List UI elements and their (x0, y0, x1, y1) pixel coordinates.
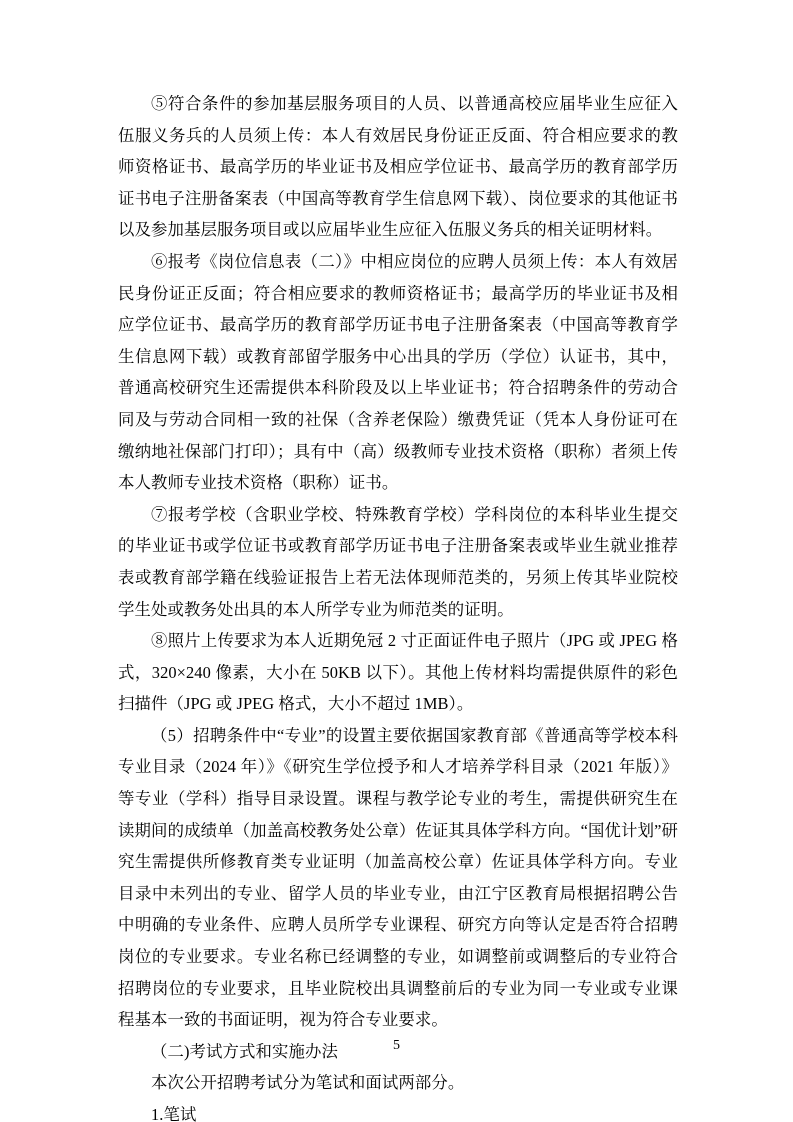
paragraph-item-8: ⑧照片上传要求为本人近期免冠 2 寸正面证件电子照片（JPG 或 JPEG 格式，320×240 像素，大小在 50KB 以下）。其他上传材料均需提供原件的彩色扫描件（JPG 或 JPEG 格式，大小不超过 1MB）。 (118, 631, 678, 714)
paragraph-item-7: ⑦报考学校（含职业学校、特殊教育学校）学科岗位的本科毕业生提交的毕业证书或学位证书或教育部学历证书电子注册备案表或毕业生就业推荐表或教育部学籍在线验证报告上若无法体现师范类的，另须上传其毕业院校学生处或教务处出具的本人所学专业为师范类的证明。 (118, 504, 678, 619)
paragraph-item-6: ⑥报考《岗位信息表（二）》中相应岗位的应聘人员须上传：本人有效居民身份证正反面；符合相应要求的教师资格证书；最高学历的毕业证书及相应学位证书、最高学历的教育部学历证书电子注册备案表（中国高等教育学生信息网下载）或教育部留学服务中心出具的学历（学位）认证书，其中，普通高校研究生还需提供本科阶段及以上毕业证书；符合招聘条件的劳动合同及与劳动合同相一致的社保（含养老保险）缴费凭证（凭本人身份证可在缴纳地社保部门打印）；具有中（高）级教师专业技术资格（职称）者须上传本人教师专业技术资格（职称）证书。 (118, 251, 678, 493)
document-body (118, 88, 678, 1122)
heading-exam-methods: （二)考试方式和实施办法 (151, 1041, 338, 1061)
paragraph-major-requirements: （5）招聘条件中“专业”的设置主要依据国家教育部《普通高等学校本科专业目录（2024 年）》《研究生学位授予和人才培养学科目录（2021 年版）》等专业（学科）指导目录设置。课程与教学论专业的考生，需提供研究生在读期间的成绩单（加盖高校教务处公章）佐证其具体学科方向。“国优计划”研究生需提供所修教育类专业证明（加盖高校公章）佐证具体学科方向。专业目录中未列出的专业、留学人员的毕业专业，由江宁区教育局根据招聘公告中明确的专业条件、应聘人员所学专业课程、研究方向等认定是否符合招聘岗位的专业要求。专业名称已经调整的专业，如调整前或调整后的专业符合招聘岗位的专业要求，且毕业院校出具调整前后的专业为同一专业或专业课程基本一致的书面证明，视为符合专业要求。 (118, 725, 678, 1030)
heading-written-exam: 1.笔试 (151, 1105, 197, 1122)
page-number: 5 (393, 1038, 400, 1053)
paragraph-item-5: ⑤符合条件的参加基层服务项目的人员、以普通高校应届毕业生应征入伍服义务兵的人员须上传：本人有效居民身份证正反面、符合相应要求的教师资格证书、最高学历的毕业证书及相应学位证书、最高学历的教育部学历证书电子注册备案表（中国高等教育学生信息网下载）、岗位要求的其他证书以及参加基层服务项目或以应届毕业生应征入伍服义务兵的相关证明材料。 (118, 94, 678, 240)
paragraph-exam-intro: 本次公开招聘考试分为笔试和面试两部分。 (151, 1073, 465, 1093)
